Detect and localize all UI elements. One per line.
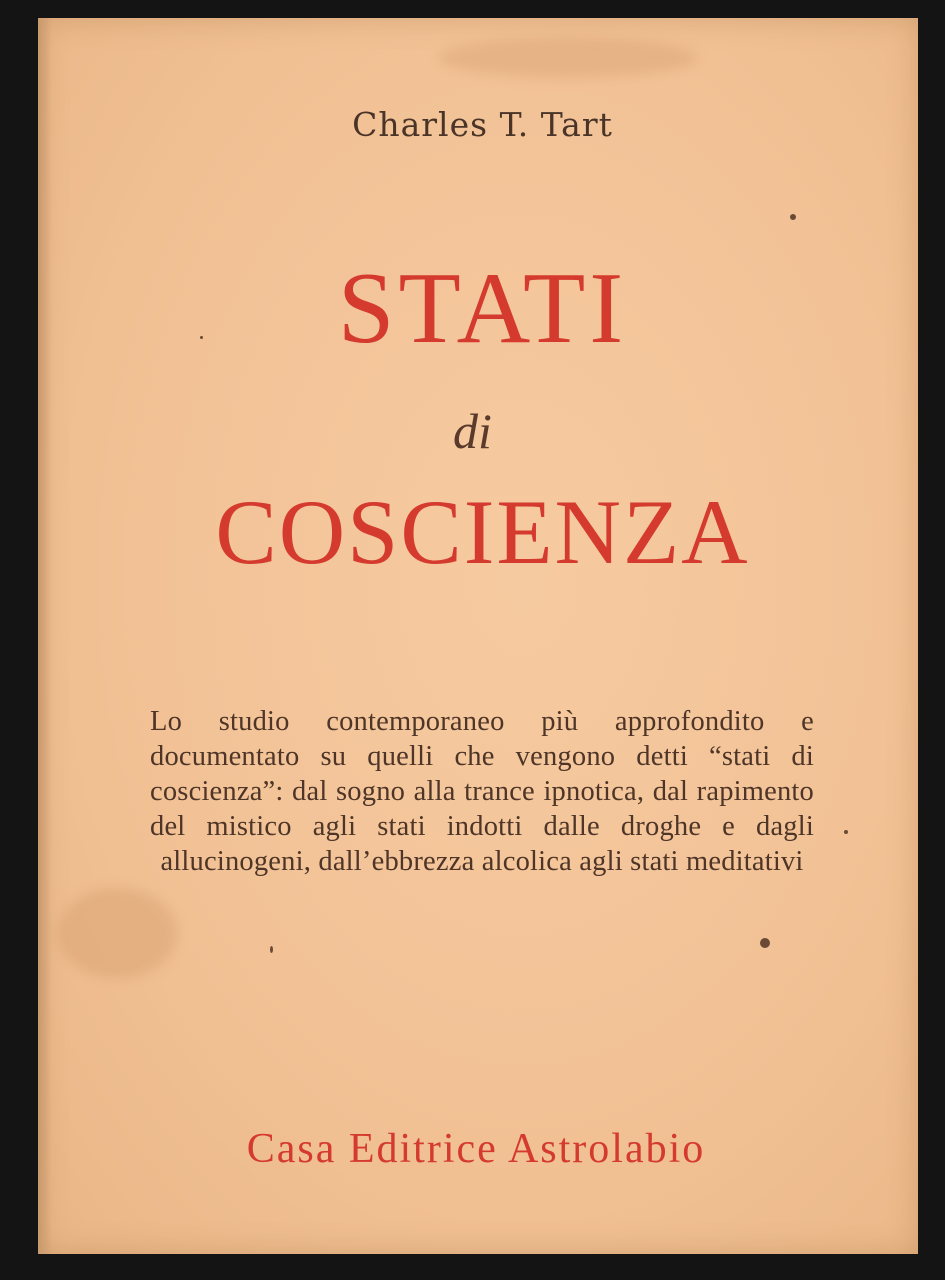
title-line-1: STATI [337,252,628,365]
paper-speck [760,938,770,948]
book-cover [38,18,918,1254]
cover-edge [38,18,52,1254]
cover-blurb: Lo studio contemporaneo più approfondito e documentato su quelli che vengono detti “stati di coscienza”: dal sogno alla trance ipnotica, dal rapimento del mistico agli stati indotti dalle droghe e dagli allucinogeni, dall’ebbrezza alcolica agli stati meditativi [150,706,814,877]
paper-stain [58,888,178,978]
title-line-2: di [453,403,492,459]
author-name: Charles T. Tart [352,105,613,144]
paper-speck [270,946,273,953]
title-line-3: COSCIENZA [215,481,750,583]
paper-speck [790,214,796,220]
paper-speck [844,830,848,834]
publisher-name: Casa Editrice Astrolabio [246,1126,706,1172]
paper-stain [438,38,698,78]
